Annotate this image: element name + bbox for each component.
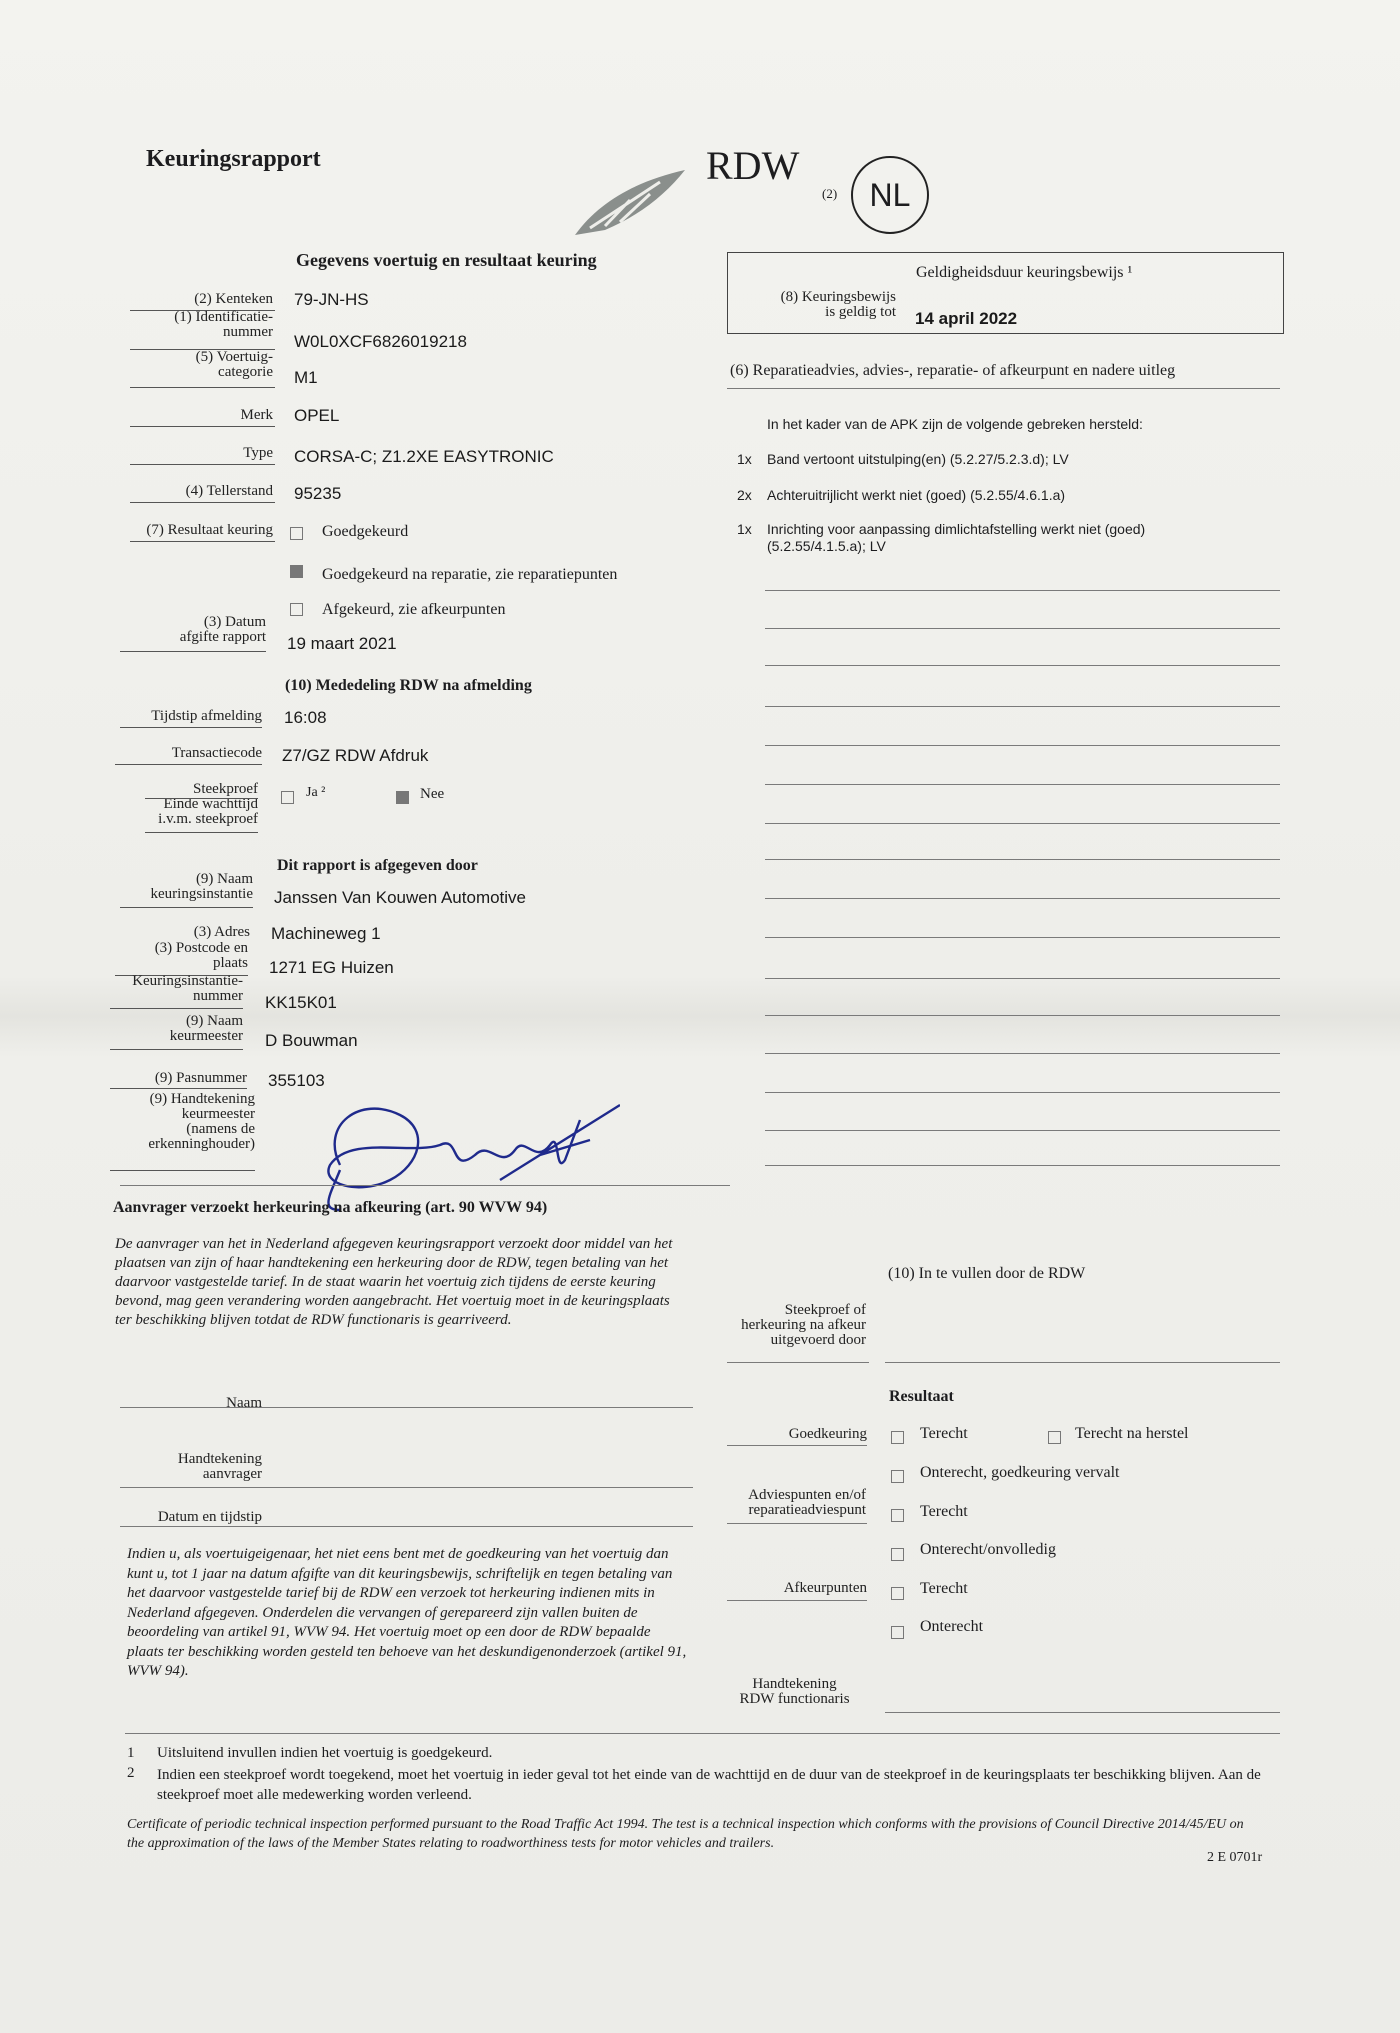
type-label: Type	[243, 445, 273, 461]
remarks-ruled-line	[765, 784, 1280, 785]
categorie-value: M1	[294, 368, 318, 387]
remarks-ruled-line	[765, 859, 1280, 860]
adviespunten-checkbox-onterecht	[891, 1548, 904, 1561]
herkeuring-text: De aanvrager van het in Nederland afgegeven keuringsrapport verzoekt door middel van het plaatsen van zijn of haar handtekening een herkeuring door de RDW, tegen betaling van het daarvoor vastgestelde tarief. In de staat waarin het voertuig zich tijdens de eerste keuring bevond, mag geen verandering worden aangebracht. Het voertuig moet in de keuringsplaats ter beschikking blijven totdat de RDW functionaris is gearriveerd.	[115, 1236, 673, 1328]
goedkeuring-label: Goedkeuring	[788, 1426, 867, 1442]
merk-value: OPEL	[294, 406, 340, 425]
section-title-vehicle: Gegevens voertuig en resultaat keuring	[296, 250, 597, 270]
kenteken-label: (2) Kenteken	[194, 291, 273, 307]
adres-value: Machineweg 1	[271, 924, 381, 943]
adviespunten-option-onterecht: Onterecht/onvolledig	[920, 1541, 1056, 1558]
rdw-wordmark: RDW	[706, 143, 800, 188]
goedkeuring-checkbox-terecht	[891, 1431, 904, 1444]
postcode-value: 1271 EG Huizen	[269, 958, 394, 977]
goedkeuring-checkbox-onterecht	[891, 1470, 904, 1483]
steekproef-checkbox-ja	[281, 791, 294, 804]
keurmeester-value: D Bouwman	[265, 1031, 358, 1050]
eigenaar-text: Indien u, als voertuigeigenaar, het niet eens bent met de goedkeuring van het voertuig dan kunt u, tot 1 jaar na datum afgifte van dit keuringsbewijs, schriftelijk en tegen betaling van het daarvoor vastgestelde tarief bij de RDW een verzoek tot herkeuring indienen mits in Nederland afgegeven. Onderdelen die vervangen of gerepareerd zijn vallen buiten de beoordeling van artikel 91, WVW 94. Het voertuig moet op een door de RDW bepaalde plaats ter beschikking worden gesteld ten behoeve van het deskundigenonderzoek (artikel 91, WVW 94).	[127, 1546, 687, 1679]
validity-date: 14 april 2022	[915, 309, 1018, 328]
steekproef-checkbox-nee	[396, 791, 409, 804]
advice-item-qty: 2x	[737, 487, 752, 503]
tellerstand-label: (4) Tellerstand	[185, 483, 273, 499]
afkeurpunten-checkbox-onterecht	[891, 1626, 904, 1639]
advice-item-text: Inrichting voor aanpassing dimlichtafstelling werkt niet (goed) (5.2.55/4.1.5.a); LV	[767, 521, 1146, 554]
afkeurpunten-checkbox-terecht	[891, 1587, 904, 1600]
tijdstip-value: 16:08	[284, 708, 327, 727]
remarks-ruled-line	[765, 898, 1280, 899]
remarks-ruled-line	[765, 978, 1280, 979]
signature-keurmeester	[300, 1085, 620, 1215]
steekproef-herkeuring-label: Steekproef of herkeuring na afkeur uitgevoerd door	[741, 1302, 866, 1348]
pasnummer-value: 355103	[268, 1071, 325, 1090]
form-code: 2 E 0701r	[1207, 1850, 1263, 1865]
goedkeuring-checkbox-herstel	[1048, 1431, 1061, 1444]
datum-tijdstip-label: Datum en tijdstip	[157, 1509, 262, 1525]
section-title-rdw-mededeling: (10) Mededeling RDW na afmelding	[285, 677, 532, 694]
rdw-fill-title: (10) In te vullen door de RDW	[888, 1265, 1086, 1282]
remarks-ruled-line	[765, 1092, 1280, 1093]
afkeurpunten-label: Afkeurpunten	[783, 1580, 867, 1596]
advice-item-qty: 1x	[737, 521, 752, 537]
resultaat-title: Resultaat	[889, 1388, 954, 1405]
steekproef-option-ja: Ja ²	[306, 785, 326, 800]
validity-title: Geldigheidsduur keuringsbewijs ¹	[916, 264, 1133, 281]
goedkeuring-option-herstel: Terecht na herstel	[1075, 1425, 1189, 1442]
footnote-2-number: 2	[127, 1765, 135, 1781]
kenteken-value: 79-JN-HS	[294, 290, 369, 309]
resultaat-checkbox-afgekeurd	[290, 603, 303, 616]
document-title: Keuringsrapport	[146, 146, 321, 172]
nl-badge: NL	[851, 156, 929, 234]
advice-item-text: Band vertoont uitstulping(en) (5.2.27/5.2.3.d); LV	[767, 451, 1069, 467]
handtekening-aanvrager-label: Handtekening aanvrager	[177, 1451, 262, 1482]
remarks-ruled-line	[765, 1015, 1280, 1016]
remarks-ruled-line	[765, 1165, 1280, 1166]
advice-item-text: Achteruitrijlicht werkt niet (goed) (5.2.55/4.6.1.a)	[767, 487, 1066, 503]
remarks-ruled-line	[765, 590, 1280, 591]
remarks-ruled-line	[765, 665, 1280, 666]
naam-aanvrager-label: Naam	[226, 1395, 262, 1411]
merk-label: Merk	[240, 407, 273, 423]
resultaat-label: (7) Resultaat keuring	[146, 522, 273, 538]
goedkeuring-option-terecht: Terecht	[920, 1425, 968, 1442]
herkeuring-title: Aanvrager verzoekt herkeuring na afkeuring (art. 90 WVW 94)	[113, 1199, 548, 1216]
adres-label: (3) Adres	[193, 924, 250, 940]
categorie-label: (5) Voertuig- categorie	[195, 349, 273, 380]
datum-label: (3) Datum afgifte rapport	[179, 614, 266, 645]
afkeurpunten-option-terecht: Terecht	[920, 1580, 968, 1597]
footnote-2-text: Indien een steekproef wordt toegekend, moet het voertuig in ieder geval tot het einde van de wachttijd en de duur van de steekproef in de keuringsplaats ter beschikking blijven. Aan de steekproef moet alle medewerking worden verleend.	[157, 1767, 1261, 1803]
afkeurpunten-option-onterecht: Onterecht	[920, 1618, 984, 1635]
validity-label: (8) Keuringsbewijs is geldig tot	[780, 289, 896, 320]
footnote-1-number: 1	[127, 1745, 135, 1761]
section-title-afgegeven: Dit rapport is afgegeven door	[277, 857, 478, 874]
remarks-ruled-line	[765, 937, 1280, 938]
remarks-ruled-line	[765, 1130, 1280, 1131]
country-code-label: (2)	[822, 186, 838, 201]
transactiecode-label: Transactiecode	[171, 745, 262, 761]
remarks-ruled-line	[765, 706, 1280, 707]
remarks-ruled-line	[765, 1053, 1280, 1054]
tijdstip-label: Tijdstip afmelding	[151, 708, 262, 724]
advice-intro: In het kader van de APK zijn de volgende gebreken hersteld:	[767, 416, 1143, 432]
naam-instantie-value: Janssen Van Kouwen Automotive	[274, 888, 527, 907]
reparatieadvies-title: (6) Reparatieadvies, advies-, reparatie- of afkeurpunt en nadere uitleg	[730, 362, 1176, 379]
datum-value: 19 maart 2021	[287, 634, 397, 653]
handtekening-keurmeester-label: (9) Handtekening keurmeester (namens de erkenninghouder)	[148, 1091, 255, 1152]
steekproef-option-nee: Nee	[420, 786, 445, 802]
adviespunten-checkbox-terecht	[891, 1509, 904, 1522]
advice-item-qty: 1x	[737, 451, 752, 467]
keurmeester-label: (9) Naam keurmeester	[169, 1013, 243, 1044]
postcode-label: (3) Postcode en plaats	[154, 940, 248, 971]
remarks-ruled-line	[765, 745, 1280, 746]
steekproef-label: Steekproef Einde wachttijd i.v.m. steekproef	[158, 781, 258, 827]
footnote-1-text: Uitsluitend invullen indien het voertuig is goedgekeurd.	[157, 1745, 493, 1761]
instantienummer-label: Keuringsinstantie- nummer	[132, 973, 243, 1004]
naam-instantie-label: (9) Naam keuringsinstantie	[150, 871, 253, 902]
resultaat-checkbox-reparatie	[290, 565, 303, 578]
type-value: CORSA-C; Z1.2XE EASYTRONIC	[294, 447, 554, 466]
remarks-ruled-line	[765, 628, 1280, 629]
resultaat-option-reparatie: Goedgekeurd na reparatie, zie reparatiepunten	[322, 566, 618, 583]
identificatie-label: (1) Identificatie- nummer	[174, 309, 273, 340]
adviespunten-option-terecht: Terecht	[920, 1503, 968, 1520]
goedkeuring-option-onterecht: Onterecht, goedkeuring vervalt	[920, 1464, 1120, 1481]
adviespunten-label: Adviespunten en/of reparatieadviespunt	[748, 1487, 866, 1518]
identificatie-value: W0L0XCF6826019218	[294, 332, 467, 351]
instantienummer-value: KK15K01	[265, 993, 337, 1012]
certificate-text: Certificate of periodic technical inspection performed pursuant to the Road Traffic Act 1994. The test is a technical inspection which conforms with the provisions of Council Directive 2014/45/EU on the approximation of the laws of the Member States relating to roadworthiness tests for motor vehicles and trailers.	[127, 1817, 1244, 1851]
remarks-ruled-line	[765, 823, 1280, 824]
transactiecode-value: Z7/GZ RDW Afdruk	[282, 746, 429, 765]
tellerstand-value: 95235	[294, 484, 342, 503]
rdw-logo-icon	[570, 160, 690, 240]
resultaat-option-afgekeurd: Afgekeurd, zie afkeurpunten	[322, 601, 506, 618]
handtekening-rdw-label: Handtekening RDW functionaris	[739, 1676, 850, 1707]
resultaat-option-goedgekeurd: Goedgekeurd	[322, 523, 409, 540]
resultaat-checkbox-goedgekeurd	[290, 527, 303, 540]
pasnummer-label: (9) Pasnummer	[154, 1070, 247, 1086]
